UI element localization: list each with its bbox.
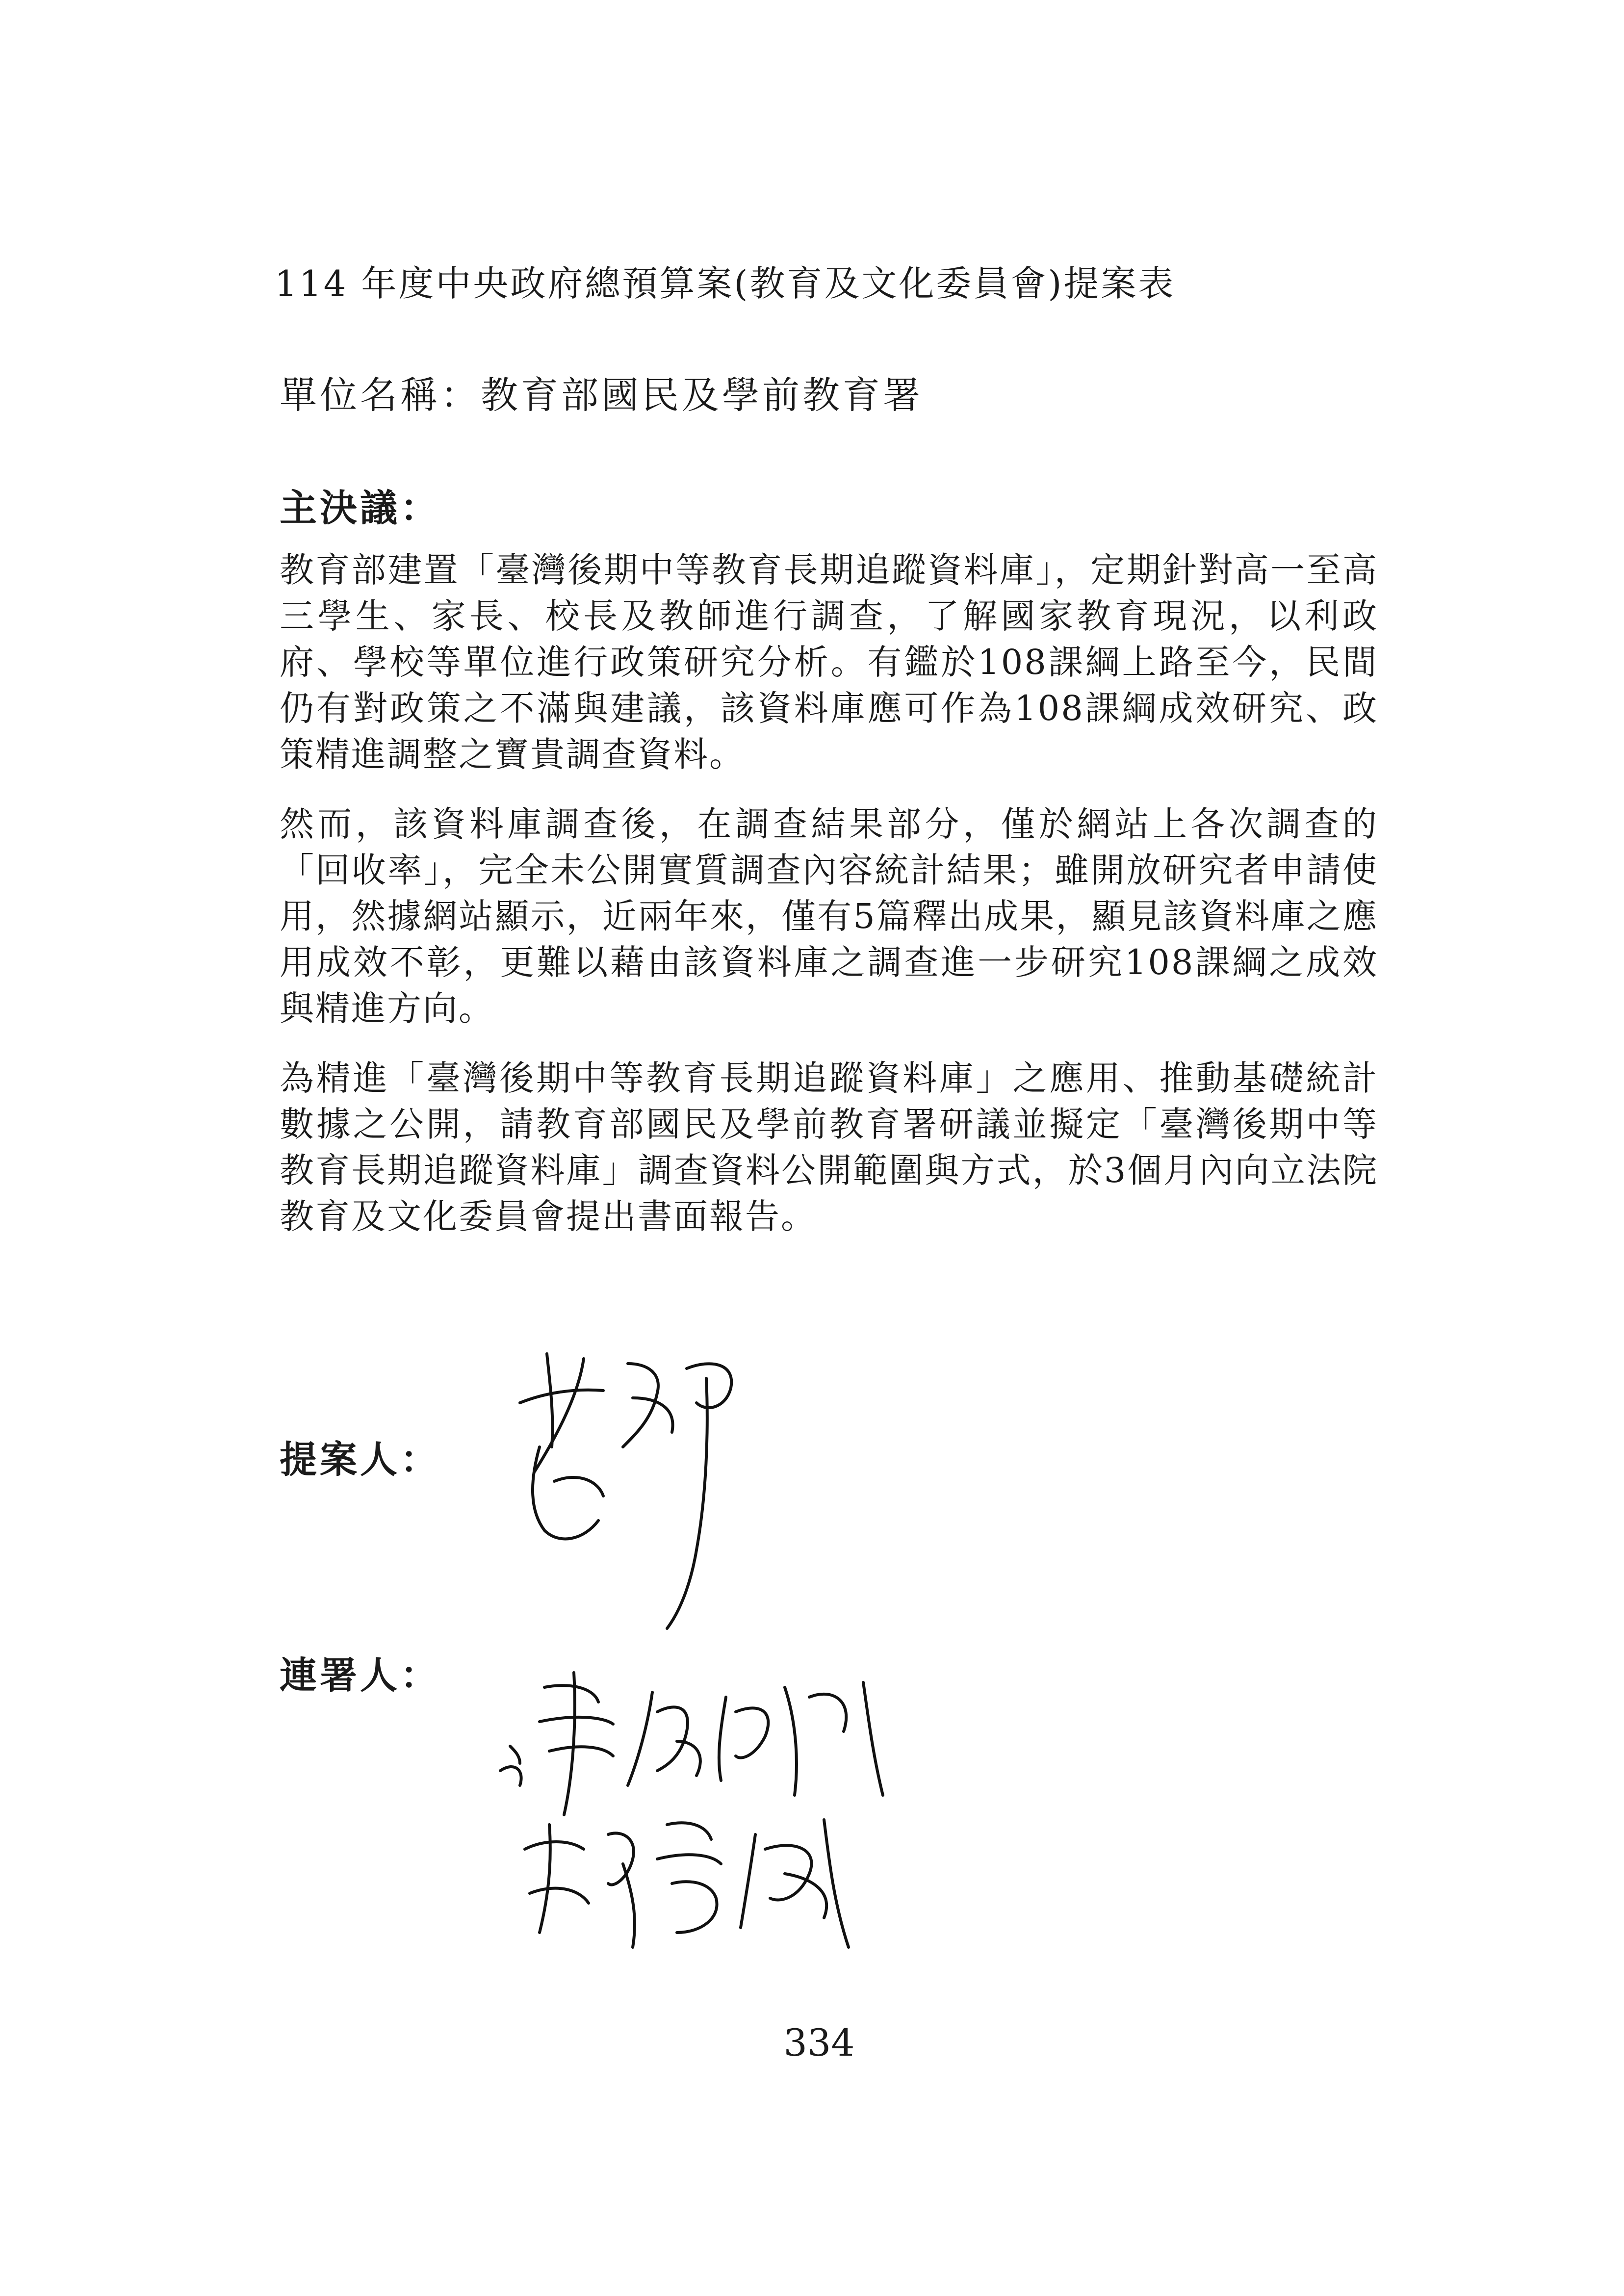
resolution-body	[280, 547, 1378, 1263]
cosigner-signature-2-strokes	[510, 1805, 863, 1952]
page-number: 334	[783, 2021, 855, 2064]
main-resolution-heading: 主決議：	[280, 486, 440, 530]
cosigner-label: 連署人：	[280, 1653, 440, 1697]
document-title: 114 年度中央政府總預算案(教育及文化委員會)提案表	[275, 263, 1176, 304]
cosigner-signature-2	[510, 1805, 863, 1952]
paragraph-2: 然而，該資料庫調查後，在調查結果部分，僅於網站上各次調查的「回收率」，完全未公開實質調查內容統計結果；雖開放研究者申請使用，然據網站顯示，近兩年來，僅有5篇釋出成果，顯見該資料庫之應用成效不彰，更難以藉由該資料庫之調查進一步研究108課綱之成效與精進方向。	[280, 804, 1378, 1029]
cosigner-signature-1	[490, 1658, 893, 1820]
proposer-signature-strokes	[500, 1334, 755, 1638]
paragraph-3: 為精進「臺灣後期中等教育長期追蹤資料庫」之應用、推動基礎統計數據之公開，請教育部國民及學前教育署研議並擬定「臺灣後期中等教育長期追蹤資料庫」調查資料公開範圍與方式，於3個月內向立法院教育及文化委員會提出書面報告。	[280, 1058, 1378, 1237]
proposer-signature	[500, 1334, 755, 1638]
unit-name-line: 單位名稱：教育部國民及學前教育署	[280, 373, 923, 417]
paragraph-1: 教育部建置「臺灣後期中等教育長期追蹤資料庫」，定期針對高一至高三學生、家長、校長及教師進行調查，了解國家教育現況，以利政府、學校等單位進行政策研究分析。有鑑於108課綱上路至今，民間仍有對政策之不滿與建議，該資料庫應可作為108課綱成效研究、政策精進調整之寶貴調查資料。	[280, 550, 1378, 774]
cosigner-signature-1-strokes	[490, 1658, 893, 1820]
proposer-label: 提案人：	[280, 1438, 440, 1481]
